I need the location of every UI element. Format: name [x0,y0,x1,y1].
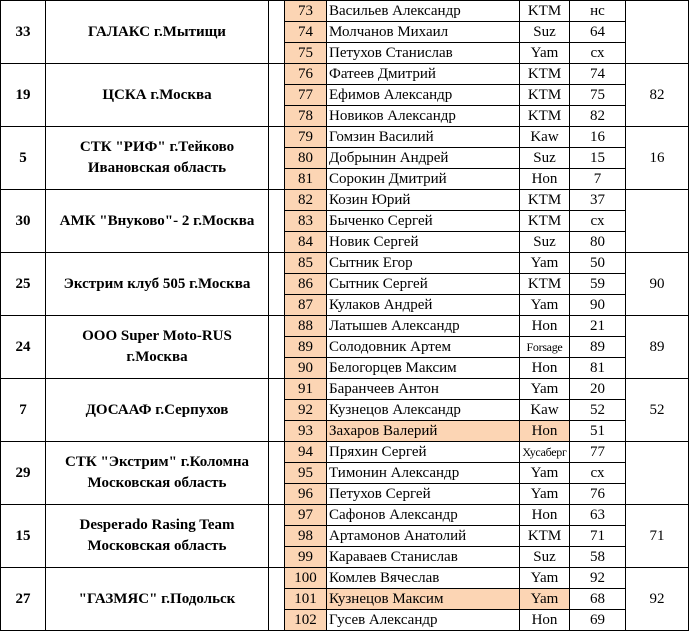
spacer-cell [269,190,285,253]
team-name-line: АМК "Внуково"- 2 г.Москва [59,212,255,229]
rider-motorcycle: KTM [520,190,570,211]
rider-motorcycle: Hon [520,169,570,190]
rider-name: Кузнецов Максим [327,589,520,610]
rider-motorcycle: KTM [520,526,570,547]
rider-result: сх [570,43,626,64]
rider-motorcycle: Suz [520,22,570,43]
rider-row [1,379,689,400]
spacer-cell [269,1,285,64]
rider-name: Белогорцев Максим [327,358,520,379]
team-total: 92 [626,568,689,631]
rider-number: 94 [285,442,327,463]
rider-number: 76 [285,64,327,85]
rider-name: Караваев Станислав [327,547,520,568]
team-place: 33 [1,1,46,64]
rider-motorcycle: Hon [520,505,570,526]
team-total: 82 [626,64,689,127]
rider-number: 97 [285,505,327,526]
rider-row [1,253,689,274]
rider-number: 98 [285,526,327,547]
team-name [46,505,269,568]
rider-name: Козин Юрий [327,190,520,211]
team-name [46,190,269,253]
rider-motorcycle: Forsage [520,337,570,358]
rider-motorcycle: Yam [520,463,570,484]
team-name [46,253,269,316]
rider-motorcycle: KTM [520,211,570,232]
team-name-line: СТК "РИФ" г.Тейково [79,139,235,155]
team-total [626,190,689,253]
rider-motorcycle: Hon [520,610,570,631]
rider-name: Тимонин Александр [327,463,520,484]
rider-motorcycle: Хусаберг [520,442,570,463]
rider-result: 89 [570,337,626,358]
team-total [626,442,689,505]
rider-result: 74 [570,64,626,85]
rider-name: Молчанов Михаил [327,22,520,43]
rider-result: 15 [570,148,626,169]
rider-name: Комлев Вячеслав [327,568,520,589]
rider-number: 86 [285,274,327,295]
rider-result: сх [570,211,626,232]
rider-number: 95 [285,463,327,484]
rider-motorcycle: Suz [520,148,570,169]
rider-motorcycle: KTM [520,85,570,106]
team-name-line: "ГАЗМЯС" г.Подольск [78,590,236,607]
rider-name: Сафонов Александр [327,505,520,526]
rider-number: 92 [285,400,327,421]
rider-number: 81 [285,169,327,190]
rider-result: 51 [570,421,626,442]
rider-number: 90 [285,358,327,379]
rider-result: 81 [570,358,626,379]
rider-name: Добрынин Андрей [327,148,520,169]
rider-number: 91 [285,379,327,400]
rider-name: Захаров Валерий [327,421,520,442]
rider-motorcycle: Yam [520,253,570,274]
rider-number: 79 [285,127,327,148]
team-name [46,568,269,631]
team-name [46,442,269,505]
rider-result: 68 [570,589,626,610]
rider-number: 73 [285,1,327,22]
rider-row [1,127,689,148]
rider-result: 71 [570,526,626,547]
rider-row [1,190,689,211]
rider-result: 20 [570,379,626,400]
rider-result: сх [570,463,626,484]
rider-motorcycle: KTM [520,106,570,127]
team-name [46,127,269,190]
rider-name: Сытник Сергей [327,274,520,295]
rider-name: Баранчеев Антон [327,379,520,400]
rider-name: Петухов Сергей [327,484,520,505]
team-place: 25 [1,253,46,316]
rider-motorcycle: Yam [520,43,570,64]
rider-result: 75 [570,85,626,106]
rider-result: 69 [570,610,626,631]
team-place: 27 [1,568,46,631]
rider-motorcycle: KTM [520,64,570,85]
rider-name: Артамонов Анатолий [327,526,520,547]
rider-result: 16 [570,127,626,148]
rider-motorcycle: Yam [520,295,570,316]
team-name-line: Московская область [87,475,227,491]
team-name [46,316,269,379]
team-total: 89 [626,316,689,379]
rider-name: Новиков Александр [327,106,520,127]
rider-result: 58 [570,547,626,568]
rider-number: 87 [285,295,327,316]
rider-row [1,505,689,526]
rider-result: 50 [570,253,626,274]
rider-motorcycle: Kaw [520,127,570,148]
team-name-line: Экстрим клуб 505 г.Москва [63,275,251,292]
rider-result: 37 [570,190,626,211]
rider-number: 78 [285,106,327,127]
rider-number: 93 [285,421,327,442]
rider-name: Васильев Александр [327,1,520,22]
spacer-cell [269,127,285,190]
spacer-cell [269,64,285,127]
rider-result: нс [570,1,626,22]
team-name-line: Московская область [87,538,227,554]
rider-row [1,316,689,337]
rider-result: 77 [570,442,626,463]
team-name-line: Ивановская область [87,160,227,176]
rider-result: 82 [570,106,626,127]
team-place: 19 [1,64,46,127]
rider-result: 76 [570,484,626,505]
rider-name: Гомзин Василий [327,127,520,148]
team-name-line: ООО Super Moto-RUS [82,328,232,344]
rider-number: 102 [285,610,327,631]
rider-number: 88 [285,316,327,337]
team-name-line: СТК "Экстрим" г.Коломна [64,454,249,470]
rider-motorcycle: KTM [520,274,570,295]
rider-name: Сытник Егор [327,253,520,274]
rider-number: 82 [285,190,327,211]
rider-result: 59 [570,274,626,295]
rider-name: Сорокин Дмитрий [327,169,520,190]
rider-number: 80 [285,148,327,169]
team-place: 29 [1,442,46,505]
team-place: 15 [1,505,46,568]
rider-name: Новик Сергей [327,232,520,253]
rider-motorcycle: KTM [520,1,570,22]
rider-motorcycle: Yam [520,568,570,589]
rider-number: 83 [285,211,327,232]
rider-motorcycle: Hon [520,421,570,442]
rider-result: 7 [570,169,626,190]
rider-result: 21 [570,316,626,337]
rider-number: 77 [285,85,327,106]
rider-number: 85 [285,253,327,274]
rider-result: 80 [570,232,626,253]
rider-result: 63 [570,505,626,526]
team-name-line: ЦСКА г.Москва [102,86,212,103]
rider-motorcycle: Hon [520,316,570,337]
rider-motorcycle: Suz [520,547,570,568]
rider-number: 75 [285,43,327,64]
team-total: 90 [626,253,689,316]
team-total [626,1,689,64]
rider-motorcycle: Suz [520,232,570,253]
rider-result: 90 [570,295,626,316]
rider-name: Гусев Александр [327,610,520,631]
team-name [46,64,269,127]
rider-name: Фатеев Дмитрий [327,64,520,85]
rider-number: 89 [285,337,327,358]
spacer-cell [269,442,285,505]
rider-name: Латышев Александр [327,316,520,337]
rider-row [1,568,689,589]
rider-number: 96 [285,484,327,505]
spacer-cell [269,379,285,442]
results-body [1,1,689,631]
team-place: 5 [1,127,46,190]
rider-result: 64 [570,22,626,43]
spacer-cell [269,505,285,568]
rider-row [1,64,689,85]
team-name-line: ДОСААФ г.Серпухов [85,401,229,418]
team-name-line: Desperado Rasing Team [79,517,235,533]
rider-name: Быченко Сергей [327,211,520,232]
team-name-line: г.Москва [126,349,188,365]
rider-name: Ефимов Александр [327,85,520,106]
rider-name: Пряхин Сергей [327,442,520,463]
rider-name: Петухов Станислав [327,43,520,64]
spacer-cell [269,316,285,379]
rider-number: 99 [285,547,327,568]
team-total: 52 [626,379,689,442]
rider-motorcycle: Yam [520,379,570,400]
rider-row [1,1,689,22]
rider-number: 84 [285,232,327,253]
team-total: 16 [626,127,689,190]
rider-motorcycle: Hon [520,358,570,379]
rider-name: Солодовник Артем [327,337,520,358]
rider-motorcycle: Yam [520,484,570,505]
rider-motorcycle: Kaw [520,400,570,421]
rider-result: 52 [570,400,626,421]
team-total: 71 [626,505,689,568]
rider-number: 74 [285,22,327,43]
team-place: 24 [1,316,46,379]
team-name [46,1,269,64]
rider-motorcycle: Yam [520,589,570,610]
team-name [46,379,269,442]
spacer-cell [269,253,285,316]
team-name-line: ГАЛАКС г.Мытищи [88,23,226,40]
rider-number: 100 [285,568,327,589]
rider-name: Кузнецов Александр [327,400,520,421]
team-place: 30 [1,190,46,253]
rider-result: 92 [570,568,626,589]
rider-row [1,442,689,463]
rider-number: 101 [285,589,327,610]
spacer-cell [269,568,285,631]
rider-name: Кулаков Андрей [327,295,520,316]
team-place: 7 [1,379,46,442]
